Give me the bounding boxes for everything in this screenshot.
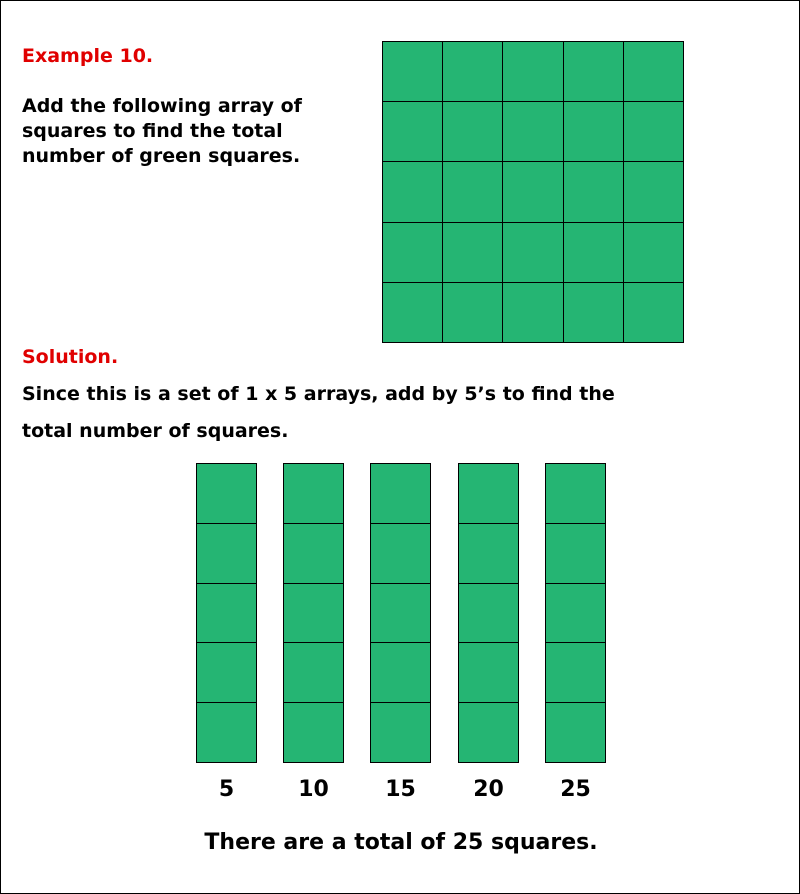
square-column <box>458 463 519 763</box>
green-square <box>443 223 503 283</box>
green-square <box>371 703 431 763</box>
square-column <box>196 463 257 763</box>
green-square <box>459 524 519 584</box>
solution-text-line-2: total number of squares. <box>22 420 289 442</box>
square-array-grid <box>382 41 684 343</box>
green-square <box>546 584 606 644</box>
solution-title: Solution. <box>22 346 119 368</box>
green-square <box>624 283 684 343</box>
green-square <box>459 643 519 703</box>
green-square <box>503 223 563 283</box>
conclusion-text: There are a total of 25 squares. <box>204 830 598 855</box>
green-square <box>503 283 563 343</box>
example-title: Example 10. <box>22 45 154 67</box>
green-square <box>443 42 503 102</box>
green-square <box>564 223 624 283</box>
green-square <box>371 524 431 584</box>
green-square <box>624 162 684 222</box>
running-total-label: 20 <box>473 777 504 802</box>
green-square <box>546 643 606 703</box>
running-total-label: 10 <box>298 777 329 802</box>
square-column <box>370 463 431 763</box>
green-square <box>443 283 503 343</box>
green-square <box>503 42 563 102</box>
green-square <box>624 223 684 283</box>
green-square <box>503 102 563 162</box>
green-square <box>383 223 443 283</box>
green-square <box>546 524 606 584</box>
green-square <box>564 102 624 162</box>
green-square <box>383 283 443 343</box>
green-square <box>371 584 431 644</box>
green-square <box>503 162 563 222</box>
green-square <box>383 162 443 222</box>
green-square <box>197 703 257 763</box>
green-square <box>564 162 624 222</box>
green-square <box>443 102 503 162</box>
green-square <box>383 102 443 162</box>
green-square <box>564 42 624 102</box>
green-square <box>197 584 257 644</box>
running-total-label: 15 <box>385 777 416 802</box>
green-square <box>443 162 503 222</box>
green-square <box>197 524 257 584</box>
square-column <box>545 463 606 763</box>
green-square <box>197 643 257 703</box>
green-square <box>371 643 431 703</box>
problem-text: Add the following array of squares to find the total number of green squares. <box>22 95 302 167</box>
green-square <box>624 42 684 102</box>
solution-text-line-1: Since this is a set of 1 x 5 arrays, add by 5’s to find the <box>22 383 615 405</box>
green-square <box>284 703 344 763</box>
green-square <box>371 464 431 524</box>
green-square <box>624 102 684 162</box>
green-square <box>459 703 519 763</box>
green-square <box>284 643 344 703</box>
green-square <box>459 584 519 644</box>
green-square <box>197 464 257 524</box>
green-square <box>284 464 344 524</box>
green-square <box>383 42 443 102</box>
green-square <box>546 464 606 524</box>
green-square <box>564 283 624 343</box>
square-column <box>283 463 344 763</box>
green-square <box>546 703 606 763</box>
running-total-label: 25 <box>560 777 591 802</box>
green-square <box>284 584 344 644</box>
green-square <box>459 464 519 524</box>
running-total-label: 5 <box>218 777 235 802</box>
green-square <box>284 524 344 584</box>
